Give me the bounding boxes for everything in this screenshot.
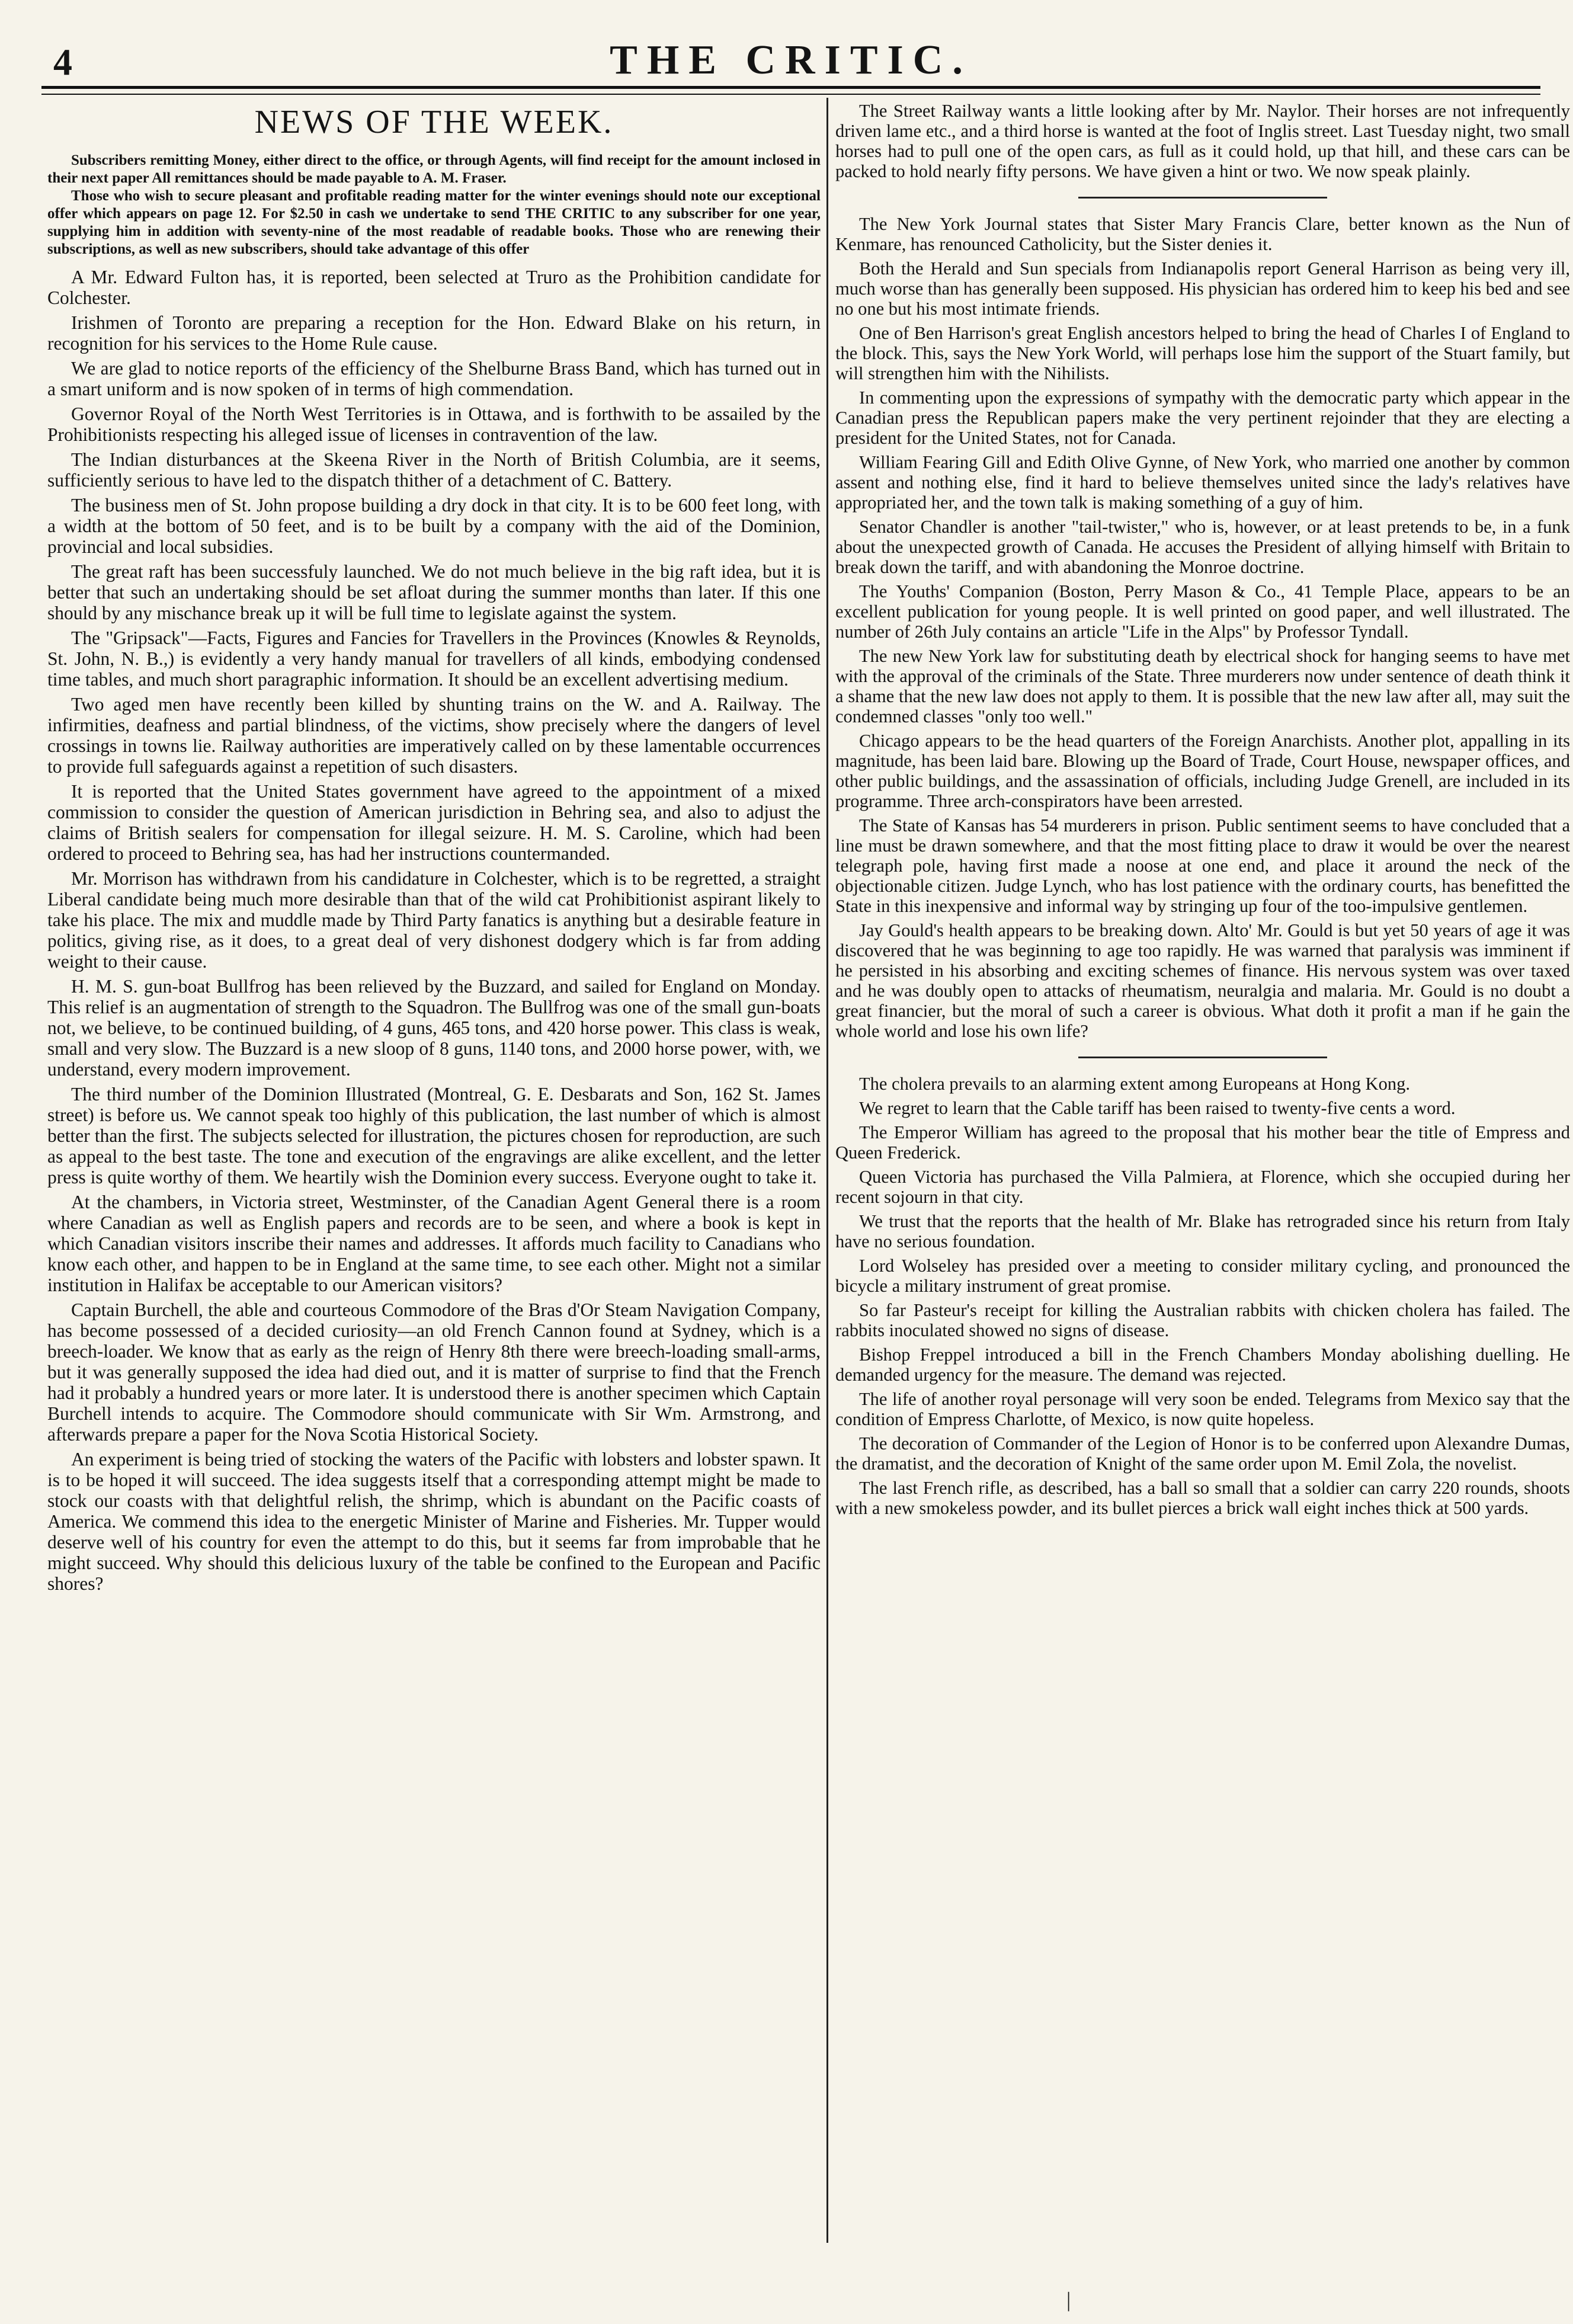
news-paragraph: Bishop Freppel introduced a bill in the French Chambers Monday abolishing duelling. He demanded urgency for the measure. The demand was rejected. [835,1345,1570,1385]
news-paragraph: Irishmen of Toronto are preparing a reception for the Hon. Edward Blake on his return, in recognition for his services to the Home Rule cause. [47,312,821,354]
news-paragraph: Captain Burchell, the able and courteous Commodore of the Bras d'Or Steam Navigation Company, has become possessed of a decided curiosity—an old French Cannon found at Sydney, which is a breech-loader. We know that as early as the reign of Henry 8th there were breech-loading small-arms, but it was generally supposed the idea had died out, and it is matter of surprise to find that the French had it probably a hundred years or more later. It is understood there is another specimen which Captain Burchell intends to acquire. The Commodore should communicate with Sir Wm. Armstrong, and afterwards prepare a paper for the Nova Scotia Historical Society. [47,1299,821,1445]
news-paragraph: Mr. Morrison has withdrawn from his candidature in Colchester, which is to be regretted, a straight Liberal candidate being much more desirable than that of the wild cat Prohibitionist aspirant likely to take his place. The mix and muddle made by Third Party fanatics is anything but a desirable feature in politics, giving rise, as it does, to a great deal of very dishonest dodgery which is far from adding weight to their cause. [47,868,821,972]
page-mark: | [1066,2288,1071,2312]
masthead [41,24,1540,89]
news-paragraph: The New York Journal states that Sister Mary Francis Clare, better known as the Nun of Kenmare, has renounced Catholicity, but the Sister denies it. [835,214,1570,254]
news-paragraph: A Mr. Edward Fulton has, it is reported, been selected at Truro as the Prohibition candidate for Colchester. [47,267,821,308]
news-paragraph: The great raft has been successfuly launched. We do not much believe in the big raft idea, but it is better that such an undertaking should be set afloat during the summer months than later. If this one should by any mischance break up it will be full time to legislate against the system. [47,561,821,623]
section-separator [1078,1057,1327,1058]
news-paragraph: The "Gripsack"—Facts, Figures and Fancies for Travellers in the Provinces (Knowles & Reynolds, St. John, N. B.,) is evidently a very handy manual for travellers of all kinds, embodying condensed time tables, and much short paragraphic information. It should be an excellent advertising medium. [47,628,821,690]
news-paragraph: One of Ben Harrison's great English ancestors helped to bring the head of Charles I of England to the block. This, says the New York World, will perhaps lose him the support of the Stuart family, but will strengthen him with the Nihilists. [835,323,1570,383]
notice-paragraph: Subscribers remitting Money, either direct to the office, or through Agents, will find receipt for the amount inclosed in their next paper All remittances should be made payable to A. M. Fraser. [47,152,821,186]
notice-paragraph: Those who wish to secure pleasant and profitable reading matter for the winter evenings should note our exceptional offer which appears on page 12. For $2.50 in cash we undertake to send THE CRITIC to any subscriber for one year, supplying him in addition with seventy-nine of the most readable of readable books. Those who are renewing their subscriptions, as well as new subscribers, should take advantage of this offer [47,188,821,257]
news-paragraph: Senator Chandler is another "tail-twister," who is, however, or at least pretends to be, in a funk about the unexpected growth of Canada. He accuses the President of allying himself with Britain to break down the tariff, and with abandoning the Monroe doctrine. [835,517,1570,577]
news-paragraph: The last French rifle, as described, has a ball so small that a soldier can carry 220 rounds, shoots with a new smokeless powder, and its bullet pierces a brick wall eight inches thick at 500 yards. [835,1478,1570,1518]
news-paragraph: The decoration of Commander of the Legion of Honor is to be conferred upon Alexandre Dumas, the dramatist, and the decoration of Knight of the same order upon M. Emil Zola, the novelist. [835,1433,1570,1474]
news-paragraph: The Emperor William has agreed to the proposal that his mother bear the title of Empress and Queen Frederick. [835,1122,1570,1163]
news-paragraph: Queen Victoria has purchased the Villa Palmiera, at Florence, which she occupied during her recent sojourn in that city. [835,1167,1570,1207]
left-news-items [47,267,821,1594]
right-news-group-2 [835,214,1570,1041]
news-paragraph: Governor Royal of the North West Territories is in Ottawa, and is forthwith to be assailed by the Prohibitionists respecting his alleged issue of licenses in contravention of the law. [47,404,821,445]
news-paragraph: H. M. S. gun-boat Bullfrog has been relieved by the Buzzard, and sailed for England on Monday. This relief is an augmentation of strength to the Squadron. The Bullfrog was one of the small gun-boats not, we believe, to be continued building, of 4 guns, 465 tons, and 420 horse power. This class is weak, small and very slow. The Buzzard is a new sloop of 8 guns, 1140 tons, and 2000 horse power, with, we understand, every modern improvement. [47,976,821,1080]
column-divider [826,98,828,2243]
news-paragraph: The third number of the Dominion Illustrated (Montreal, G. E. Desbarats and Son, 162 St. James street) is before us. We cannot speak too highly of this publication, the last number of which is almost better than the first. The subjects selected for illustration, the pictures chosen for reproduction, are such as appeal to the best taste. The tone and execution of the engravings are alike excellent, and the letter press is quite worthy of them. We heartily wish the Dominion every success. Everyone ought to take it. [47,1084,821,1187]
news-paragraph: Lord Wolseley has presided over a meeting to consider military cycling, and pronounced the bicycle a military instrument of great promise. [835,1256,1570,1296]
page-number: 4 [53,41,72,83]
news-paragraph: We regret to learn that the Cable tariff has been raised to twenty-five cents a word. [859,1098,1456,1118]
news-paragraph: The Street Railway wants a little looking after by Mr. Naylor. Their horses are not infrequently driven lame etc., and a third horse is wanted at the foot of Inglis street. Last Tuesday night, two small horses had to pull one of the open cars, as full as it could hold, up that hill, and these cars can be packed to hold nearly fifty persons. We have given a hint or two. We now speak plainly. [835,101,1570,181]
news-paragraph: At the chambers, in Victoria street, Westminster, of the Canadian Agent General there is a room where Canadian as well as English papers and records are to be seen, and where a book is kept in which Canadian visitors inscribe their names and addresses. It affords much facility to Canadians who know each other, and happen to be in England at the same time, to see each other. Might not a similar institution in Halifax be acceptable to our American visitors? [47,1192,821,1295]
news-paragraph: William Fearing Gill and Edith Olive Gynne, of New York, who married one another by common assent and nothing else, find it hard to believe themselves united since the lady's relatives have appropriated her, and the town talk is making something of a guy of him. [835,452,1570,513]
newspaper-title: THE CRITIC. [610,37,972,83]
news-paragraph: Chicago appears to be the head quarters of the Foreign Anarchists. Another plot, appalling in its magnitude, has been laid bare. Blowing up the Board of Trade, Court House, newspaper offices, and other public buildings, and the assassination of officials, including Judge Grenell, are included in its programme. Three arch-conspirators have been arrested. [835,731,1570,811]
news-paragraph: In commenting upon the expressions of sympathy with the democratic party which appear in the Canadian press the Republican papers make the very pertinent rejoinder that they are electing a president for the United States, not for Canada. [835,388,1570,448]
news-paragraph: The Youths' Companion (Boston, Perry Mason & Co., 41 Temple Place, appears to be an excellent publication for young people. It is well printed on good paper, and well illustrated. The number of 26th July contains an article "Life in the Alps" by Professor Tyndall. [835,581,1570,642]
news-paragraph: The new New York law for substituting death by electrical shock for hanging seems to have met with the approval of the criminals of the State. Three murderers now under sentence of death think it a shame that the new law does not apply to them. It is possible that the new law after all, may suit the condemned classes "only too well." [835,646,1570,726]
left-column [47,101,821,1598]
news-paragraph: The State of Kansas has 54 murderers in prison. Public sentiment seems to have concluded that a line must be drawn somewhere, and that the most fitting place to draw it would be over the nearest telegraph pole, having first made a noose at one end, and place it around the neck of the objectionable citizen. Judge Lynch, who has lost patience with the ordinary courts, has benefitted the State in this inexpensive and informal way by stringing up four of the too-impulsive gentlemen. [835,815,1570,916]
right-news-group-1 [835,101,1570,181]
news-paragraph: We are glad to notice reports of the efficiency of the Shelburne Brass Band, which has turned out in a smart uniform and is now spoken of in terms of high commendation. [47,358,821,399]
news-paragraph: The life of another royal personage will very soon be ended. Telegrams from Mexico say that the condition of Empress Charlotte, of Mexico, is now quite hopeless. [835,1389,1570,1429]
section-title: NEWS OF THE WEEK. [254,104,614,140]
news-paragraph: So far Pasteur's receipt for killing the Australian rabbits with chicken cholera has failed. The rabbits inoculated showed no signs of disease. [835,1300,1570,1340]
news-paragraph: It is reported that the United States government have agreed to the appointment of a mixed commission to consider the question of American jurisdiction in Behring sea, and also to adjust the claims of British sealers for compensation for illegal seizure. H. M. S. Caroline, which had been ordered to proceed to Behring sea, has had her instructions countermanded. [47,781,821,864]
right-column [835,101,1570,1522]
subscriber-notice [47,152,821,258]
news-paragraph: An experiment is being tried of stocking the waters of the Pacific with lobsters and lobster spawn. It is to be hoped it will succeed. The idea suggests itself that a corresponding attempt might be made to stock our coasts with that delightful relish, the shrimp, which is abundant on the Pacific coasts of America. We commend this idea to the energetic Minister of Marine and Fisheries. Mr. Tupper would deserve well of his country for even the attempt to do this, but it seems far from improbable that he might succeed. Why should this delicious luxury of the table be confined to the European and Pacific shores? [47,1449,821,1594]
news-paragraph: The cholera prevails to an alarming extent among Europeans at Hong Kong. [859,1074,1410,1094]
masthead-rule [41,86,1540,89]
section-separator [1078,197,1327,199]
news-paragraph: Jay Gould's health appears to be breaking down. Alto' Mr. Gould is but yet 50 years of age it was discovered that he was beginning to age too rapidly. He was warned that paralysis was imminent if he persisted in his absorbing and exciting schemes of finance. His nervous system was over taxed and he was doubly open to attacks of rheumatism, neuralgia and malaria. Mr. Gould is no doubt a great financier, but the moral of such a career is obvious. What doth it profit a man if he gain the whole world and lose his own life? [835,920,1570,1041]
news-paragraph: The Indian disturbances at the Skeena River in the North of British Columbia, are it seems, sufficiently serious to have led to the dispatch thither of a detachment of C. Battery. [47,449,821,491]
news-paragraph: Both the Herald and Sun specials from Indianapolis report General Harrison as being very ill, much worse than has generally been supposed. His physician has ordered him to keep his bed and see no one but his most intimate friends. [835,258,1571,319]
news-paragraph: Two aged men have recently been killed by shunting trains on the W. and A. Railway. The infirmities, deafness and partial blindness, of the victims, show precisely where the dangers of level crossings in towns lie. Railway authorities are imperatively called on by these lamentable occurrences to provide full safeguards against a repetition of such disasters. [47,694,821,777]
news-paragraph: We trust that the reports that the health of Mr. Blake has retrograded since his return from Italy have no serious foundation. [835,1211,1570,1251]
masthead-rule-thin [41,94,1540,95]
right-news-group-3 [835,1074,1570,1518]
news-paragraph: The business men of St. John propose building a dry dock in that city. It is to be 600 feet long, with a width at the bottom of 50 feet, and is to be built by a company with the aid of the Dominion, provincial and local subsidies. [47,495,821,557]
